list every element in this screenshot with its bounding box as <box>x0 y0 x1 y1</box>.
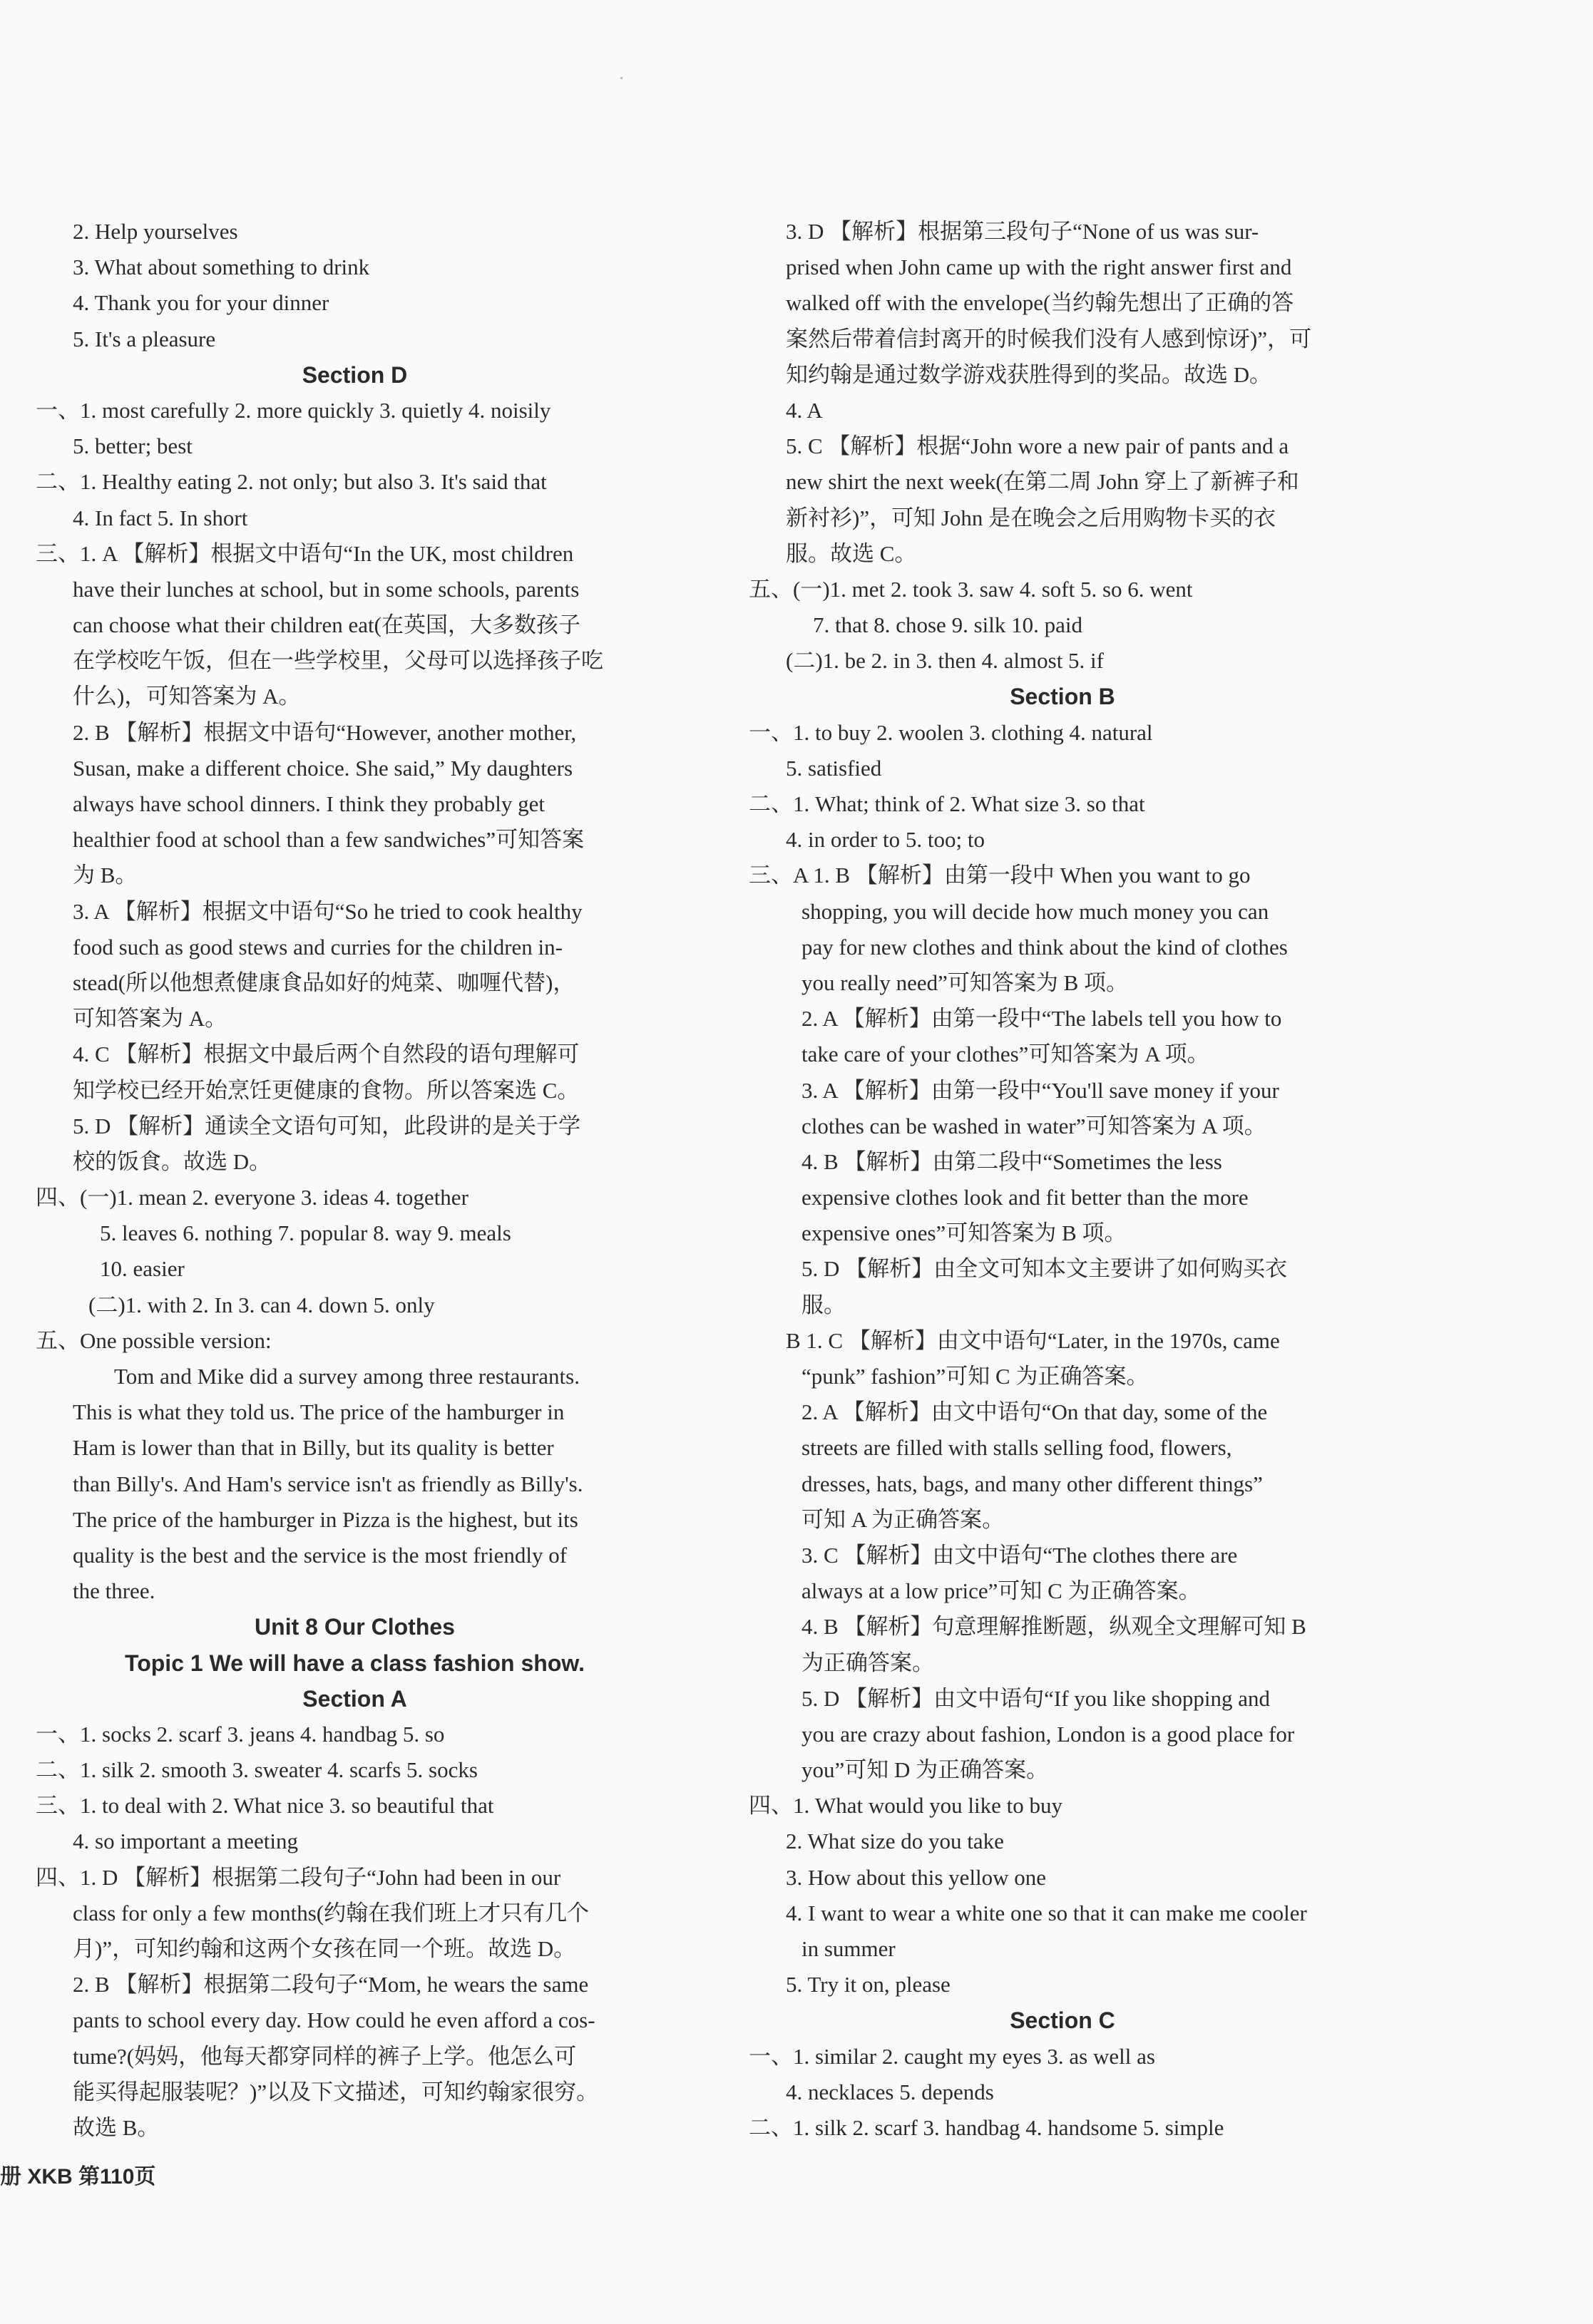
answer-line: walked off with the envelope(当约翰先想出了正确的答 <box>786 290 1294 316</box>
answer-line: 5. Try it on, please <box>786 1972 951 1997</box>
answer-line: expensive clothes look and fit better than the more <box>801 1185 1249 1210</box>
answer-line: stead(所以他想煮健康食品如好的炖菜、咖喱代替)， <box>73 970 575 995</box>
answer-line: 2. B 【解析】根据文中语句“However, another mother, <box>73 719 577 745</box>
section-heading: Section A <box>302 1685 407 1712</box>
answer-line: 4. in order to 5. too; to <box>786 827 985 853</box>
answer-line: 四、1. What would you like to buy <box>749 1793 1062 1819</box>
answer-line: 一、1. similar 2. caught my eyes 3. as well as <box>749 2043 1155 2069</box>
answer-line: new shirt the next week(在第二周 John 穿上了新裤子和 <box>786 469 1299 495</box>
answer-line: B 1. C 【解析】由文中语句“Later, in the 1970s, came <box>786 1327 1280 1353</box>
answer-line: class for only a few months(约翰在我们班上才只有几个 <box>73 1900 590 1925</box>
answer-line: in summer <box>801 1936 896 1961</box>
answer-line: dresses, hats, bags, and many other different things” <box>801 1471 1263 1496</box>
answer-line: (二)1. with 2. In 3. can 4. down 5. only <box>88 1292 435 1317</box>
answer-line: (二)1. be 2. in 3. then 4. almost 5. if <box>786 648 1104 674</box>
answer-line: “punk” fashion”可知 C 为正确答案。 <box>801 1364 1149 1389</box>
answer-line: 5. leaves 6. nothing 7. popular 8. way 9. meals <box>100 1220 511 1246</box>
answer-line: 4. In fact 5. In short <box>73 505 248 530</box>
answer-line: 新衬衫)”，可知 John 是在晚会之后用购物卡买的衣 <box>786 505 1276 530</box>
right-column <box>749 214 1376 2146</box>
answer-line: food such as good stews and curries for the children in- <box>73 934 563 960</box>
answer-line: 5. satisfied <box>786 755 882 781</box>
answer-line: 3. How about this yellow one <box>786 1864 1047 1890</box>
answer-line: shopping, you will decide how much money you can <box>801 898 1269 924</box>
answer-line: expensive ones”可知答案为 B 项。 <box>801 1220 1127 1246</box>
answer-line: 三、1. A 【解析】根据文中语句“In the UK, most children <box>36 540 574 566</box>
page-footer: 册 XKB 第110页 <box>0 2165 156 2189</box>
answer-line: 3. C 【解析】由文中语句“The clothes there are <box>801 1542 1238 1568</box>
section-heading: Topic 1 We will have a class fashion show. <box>125 1650 585 1676</box>
answer-line: 3. A 【解析】根据文中语句“So he tried to cook healthy <box>73 898 583 924</box>
answer-line: 3. D 【解析】根据第三段句子“None of us was sur- <box>786 219 1259 244</box>
answer-line: Susan, make a different choice. She said,” My daughters <box>73 755 573 781</box>
answer-line: 二、1. silk 2. smooth 3. sweater 4. scarfs 5. socks <box>36 1757 478 1783</box>
answer-line: have their lunches at school, but in some schools, parents <box>73 576 580 602</box>
answer-line: 5. C 【解析】根据“John wore a new pair of pants and a <box>786 433 1289 459</box>
answer-line: 三、1. to deal with 2. What nice 3. so beautiful that <box>36 1793 494 1819</box>
answer-line: 2. B 【解析】根据第二段句子“Mom, he wears the same <box>73 1972 589 1997</box>
answer-line: Ham is lower than that in Billy, but its quality is better <box>73 1435 554 1461</box>
answer-line: 服。故选 C。 <box>786 540 917 566</box>
answer-line: 二、1. silk 2. scarf 3. handbag 4. handsome 5. simple <box>749 2114 1224 2140</box>
answer-line: 4. B 【解析】由第二段中“Sometimes the less <box>801 1148 1222 1174</box>
answer-line: pants to school every day. How could he even afford a cos- <box>73 2007 595 2033</box>
section-heading: Section C <box>1010 2007 1115 2034</box>
answer-line: 案然后带着信封离开的时候我们没有人感到惊讶)”，可 <box>786 326 1312 351</box>
section-heading: Section B <box>1010 684 1115 710</box>
answer-line: 5. It's a pleasure <box>73 326 216 351</box>
answer-line: the three. <box>73 1578 155 1604</box>
answer-line: 5. D 【解析】由全文可知本文主要讲了如何购买衣 <box>801 1256 1288 1282</box>
answer-line: prised when John came up with the right answer first and <box>786 254 1292 280</box>
answer-line: streets are filled with stalls selling food, flowers, <box>801 1435 1232 1461</box>
answer-line: tume?(妈妈，他每天都穿同样的裤子上学。他怎么可 <box>73 2043 577 2069</box>
answer-line: 2. What size do you take <box>786 1829 1004 1854</box>
answer-line: The price of the hamburger in Pizza is the highest, but its <box>73 1506 578 1532</box>
answer-line: 故选 B。 <box>73 2114 160 2140</box>
answer-line: 可知 A 为正确答案。 <box>801 1506 1005 1532</box>
answer-line: 知约翰是通过数学游戏获胜得到的奖品。故选 D。 <box>786 361 1272 387</box>
answer-line: 一、1. most carefully 2. more quickly 3. quietly 4. noisily <box>36 397 551 423</box>
answer-line: 4. Thank you for your dinner <box>73 290 329 316</box>
answer-line: healthier food at school than a few sandwiches”可知答案 <box>73 827 585 853</box>
answer-line: 10. easier <box>100 1256 185 1282</box>
answer-line: clothes can be washed in water”可知答案为 A 项。 <box>801 1113 1266 1138</box>
answer-line: 知学校已经开始烹饪更健康的食物。所以答案选 C。 <box>73 1077 580 1103</box>
answer-line: 一、1. socks 2. scarf 3. jeans 4. handbag 5. so <box>36 1721 445 1747</box>
answer-line: 月)”，可知约翰和这两个女孩在同一个班。故选 D。 <box>73 1936 576 1961</box>
answer-line: 2. Help yourselves <box>73 219 238 244</box>
answer-line: 4. necklaces 5. depends <box>786 2079 994 2104</box>
answer-line: 2. A 【解析】由文中语句“On that day, some of the <box>801 1399 1268 1425</box>
answer-line: 四、(一)1. mean 2. everyone 3. ideas 4. together <box>36 1185 468 1210</box>
answer-line: Tom and Mike did a survey among three restaurants. <box>114 1364 580 1389</box>
answer-line: always have school dinners. I think they probably get <box>73 791 545 816</box>
answer-line: always at a low price”可知 C 为正确答案。 <box>801 1578 1201 1604</box>
answer-line: 4. I want to wear a white one so that it can make me cooler <box>786 1900 1307 1925</box>
left-column <box>36 214 674 2146</box>
scan-speck <box>620 77 623 79</box>
answer-line: 4. C 【解析】根据文中最后两个自然段的语句理解可 <box>73 1042 580 1067</box>
answer-line: 5. D 【解析】由文中语句“If you like shopping and <box>801 1685 1270 1711</box>
answer-line: take care of your clothes”可知答案为 A 项。 <box>801 1042 1209 1067</box>
answer-line: 为正确答案。 <box>801 1650 934 1675</box>
answer-line: 二、1. Healthy eating 2. not only; but also 3. It's said that <box>36 469 547 495</box>
answer-line: 四、1. D 【解析】根据第二段句子“John had been in our <box>36 1864 561 1890</box>
answer-line: 服。 <box>801 1292 846 1317</box>
answer-line: can choose what their children eat(在英国，大多数孩子 <box>73 612 580 638</box>
answer-line: you”可知 D 为正确答案。 <box>801 1757 1049 1783</box>
answer-line: 三、A 1. B 【解析】由第一段中 When you want to go <box>749 863 1251 888</box>
section-heading: Section D <box>302 361 408 388</box>
answer-line: you are crazy about fashion, London is a good place for <box>801 1721 1295 1747</box>
section-heading: Unit 8 Our Clothes <box>255 1614 455 1640</box>
answer-line: 五、One possible version: <box>36 1327 272 1353</box>
answer-line: 五、(一)1. met 2. took 3. saw 4. soft 5. so 6. went <box>749 576 1193 602</box>
answer-line: This is what they told us. The price of the hamburger in <box>73 1399 565 1425</box>
answer-line: 5. D 【解析】通读全文语句可知，此段讲的是关于学 <box>73 1113 581 1138</box>
answer-line: 7. that 8. chose 9. silk 10. paid <box>813 612 1082 638</box>
answer-line: pay for new clothes and think about the kind of clothes <box>801 934 1288 960</box>
answer-line: 能买得起服装呢？)”以及下文描述，可知约翰家很穷。 <box>73 2079 599 2104</box>
answer-line: quality is the best and the service is the most friendly of <box>73 1542 568 1568</box>
answer-line: 可知答案为 A。 <box>73 1006 227 1032</box>
answer-line: 4. so important a meeting <box>73 1829 298 1854</box>
answer-line: you really need”可知答案为 B 项。 <box>801 970 1129 995</box>
answer-line: 在学校吃午饭，但在一些学校里，父母可以选择孩子吃 <box>73 648 603 674</box>
answer-line: 为 B。 <box>73 863 138 888</box>
answer-line: 3. What about something to drink <box>73 254 370 280</box>
answer-line: 2. A 【解析】由第一段中“The labels tell you how to <box>801 1006 1282 1032</box>
answer-line: 3. A 【解析】由第一段中“You'll save money if your <box>801 1077 1279 1103</box>
answer-line: 4. A <box>786 397 823 423</box>
answer-line: than Billy's. And Ham's service isn't as friendly as Billy's. <box>73 1471 583 1496</box>
answer-line: 二、1. What; think of 2. What size 3. so that <box>749 791 1145 816</box>
answer-line: 4. B 【解析】句意理解推断题，纵观全文理解可知 B <box>801 1614 1306 1640</box>
answer-line: 5. better; best <box>73 433 193 459</box>
answer-line: 什么)，可知答案为 A。 <box>73 684 301 709</box>
answer-line: 一、1. to buy 2. woolen 3. clothing 4. natural <box>749 719 1153 745</box>
answer-line: 校的饭食。故选 D。 <box>73 1148 272 1174</box>
